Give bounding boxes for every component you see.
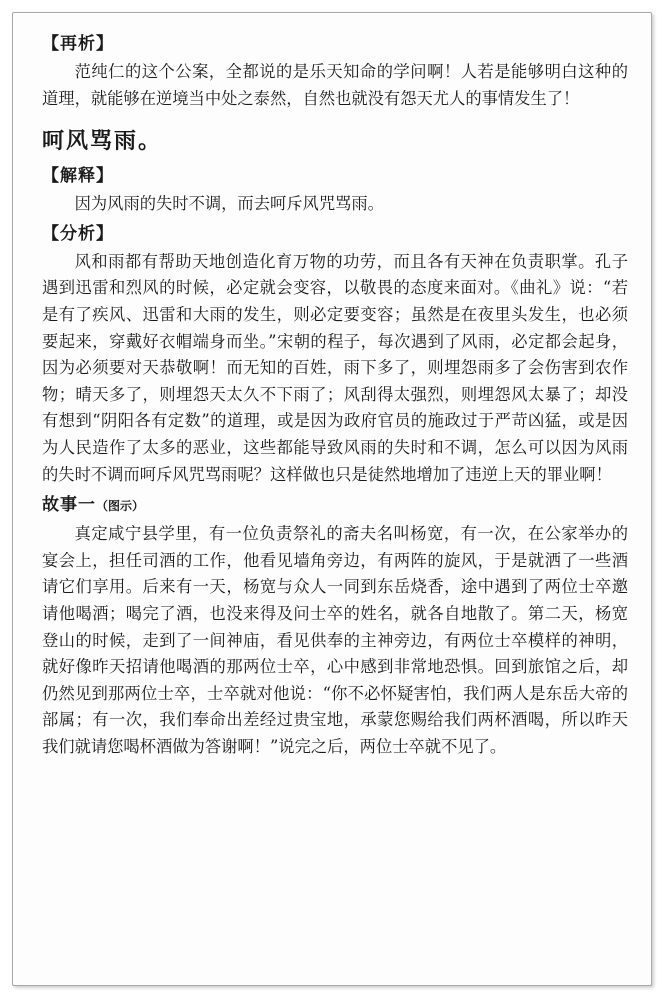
story-heading-sub: （图示）: [96, 499, 145, 514]
reanalysis-heading: 【再析】: [42, 34, 114, 54]
analysis-heading: 【分析】: [42, 223, 114, 244]
page-content: [42, 32, 628, 760]
reanalysis-paragraph: 范纯仁的这个公案，全都说的是乐天知命的学问啊！人若是能够明白这种的道理，就能够在逆境当中处之泰然，自然也就没有怨天尤人的事情发生了！: [42, 62, 628, 108]
explanation-heading: 【解释】: [42, 166, 114, 187]
story-heading: [42, 492, 628, 519]
story-paragraph: 真定咸宁县学里，有一位负责祭礼的斋夫名叫杨宽，有一次，在公家举办的宴会上，担任司酒的工作，他看见墙角旁边，有两阵的旋风，于是就洒了一些酒请它们享用。后来有一天，杨宽与众人一同到东岳烧香，途中遇到了两位士卒邀请他喝酒；喝完了酒，也没来得及问士卒的姓名，就各自地散了。第二天，杨宽登山的时候，走到了一间神庙，看见供奉的主神旁边，有两位士卒模样的神明，就好像昨天招请他喝酒的那两位士卒，心中感到非常地恐惧。回到旅馆之后，却仍然见到那两位士卒，士卒就对他说：“你不必怀疑害怕，我们两人是东岳大帝的部属；有一次，我们奉命出差经过贵宝地，承蒙您赐给我们两杯酒喝，所以昨天我们就请您喝杯酒做为答谢啊！”说完之后，两位士卒就不见了。: [42, 524, 628, 756]
explanation-paragraph: 因为风雨的失时不调，而去呵斥风咒骂雨。: [74, 194, 384, 214]
analysis-paragraph: 风和雨都有帮助天地创造化育万物的功劳，而且各有天神在负责职掌。孔子遇到迅雷和烈风的时候，必定就会变容，以敬畏的态度来面对。《曲礼》说：“若是有了疾风、迅雷和大雨的发生，则必定要变容；虽然是在夜里头发生，也必须要起来，穿戴好衣帽端身而坐。”宋朝的程子，每次遇到了风雨，必定都会起身，因为必须要对天恭敬啊！而无知的百姓，雨下多了，则埋怨雨多了会伤害到农作物；晴天多了，则埋怨天太久不下雨了；风刮得太强烈，则埋怨风太暴了；却没有想到“阴阳各有定数”的道理，或是因为政府官员的施政过于严苛凶猛，或是因为人民造作了太多的恶业，这些都能导致风雨的失时和不调，怎么可以因为风雨的失时不调而呵斥风咒骂雨呢？这样做也只是徒然地增加了违逆上天的罪业啊！: [42, 251, 628, 484]
section-title: 呵风骂雨。: [42, 129, 163, 155]
story-heading-label: 故事一: [42, 495, 96, 516]
